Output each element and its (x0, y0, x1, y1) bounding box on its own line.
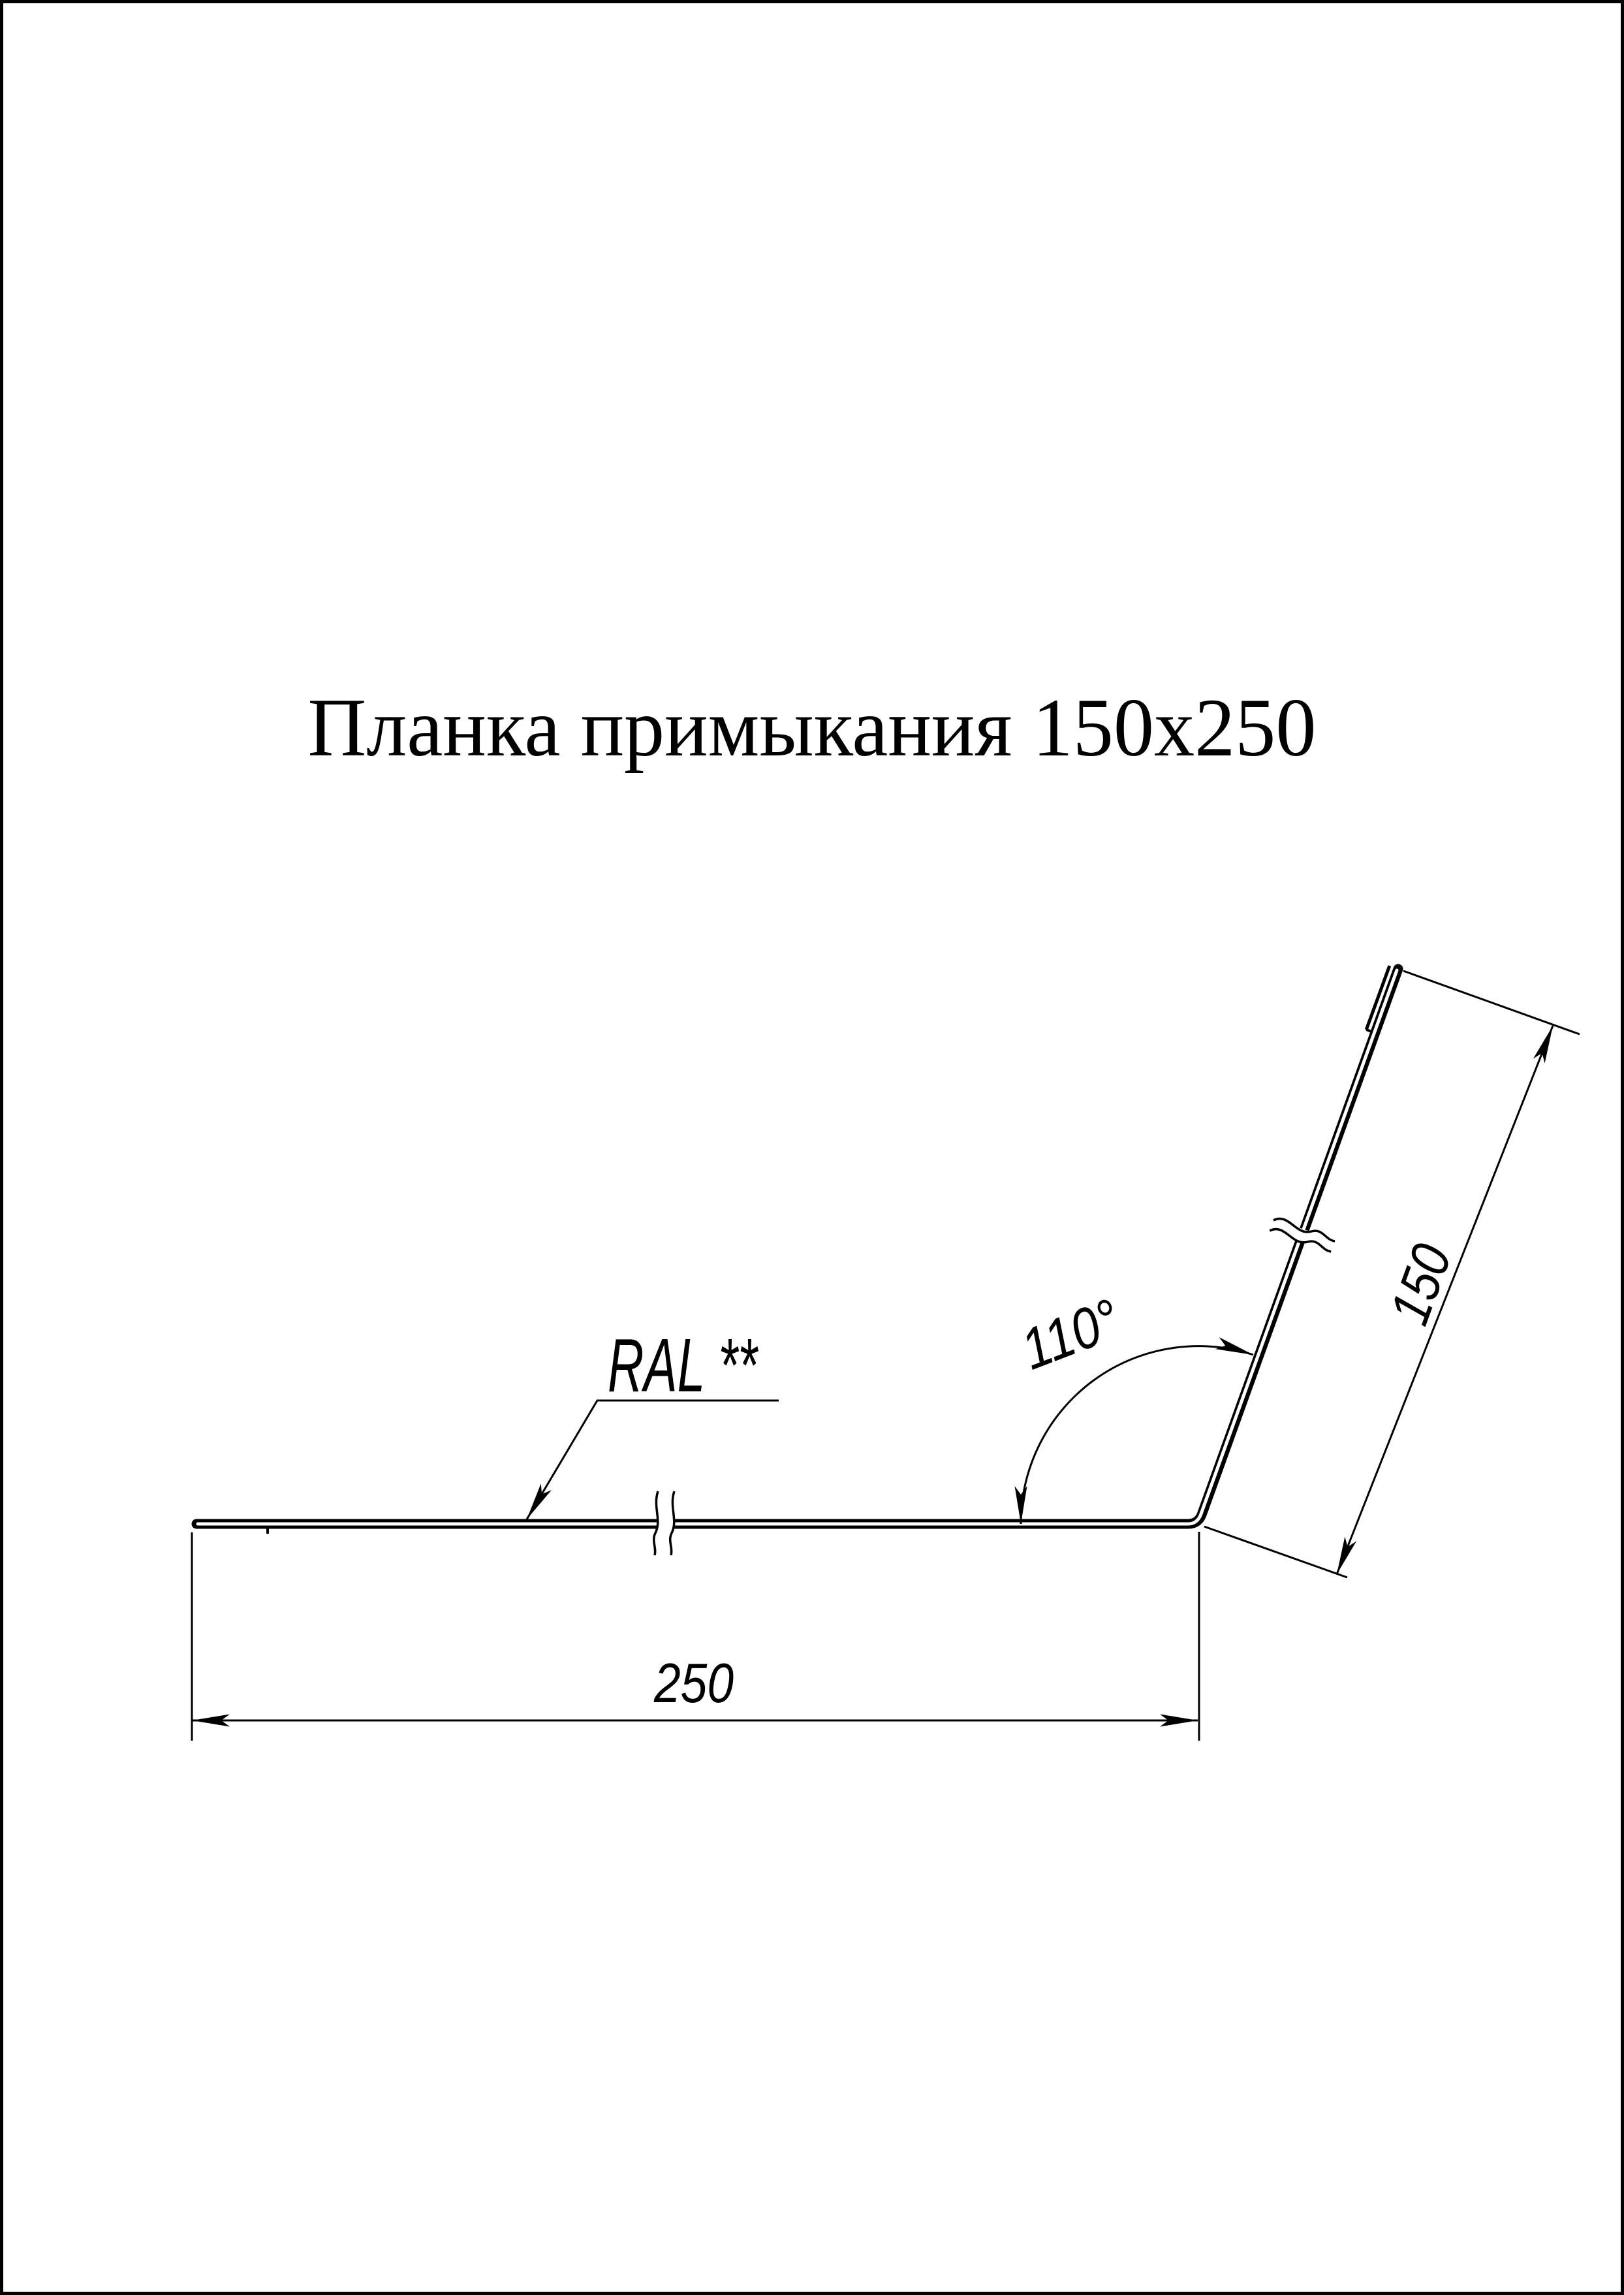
sheet-body-outer (196, 969, 1398, 1524)
ral-callout (527, 1323, 779, 1519)
arrowhead-arc-end (1215, 1337, 1253, 1355)
hem-lip-top-end-tick (1366, 1030, 1371, 1032)
angle-value: 110° (1012, 1280, 1143, 1382)
extension-line (1403, 971, 1580, 1034)
dimension-150-value: 150 (1378, 1224, 1469, 1333)
profile-outline (196, 966, 1398, 1534)
extension-line (1204, 1527, 1347, 1577)
ral-label: RAL ** (608, 1323, 759, 1408)
drawing-title: Планка примыкания 150х250 (307, 682, 1317, 774)
page-border-frame (2, 2, 1623, 2294)
break-symbol-bottom-leg (654, 1491, 676, 1556)
leader-line (527, 1401, 779, 1519)
dimension-angle-110 (1012, 1280, 1253, 1524)
arrowhead-leader (527, 1483, 552, 1519)
dimension-250-value: 250 (653, 1653, 734, 1715)
arrowhead-bottom (1337, 1537, 1356, 1575)
dimension-250 (192, 1532, 1199, 1741)
dimension-150 (1204, 971, 1580, 1577)
arrowhead-arc-start (1015, 1486, 1027, 1524)
arrowhead-top (1533, 1026, 1553, 1064)
sheet-body-slot (198, 970, 1397, 1524)
